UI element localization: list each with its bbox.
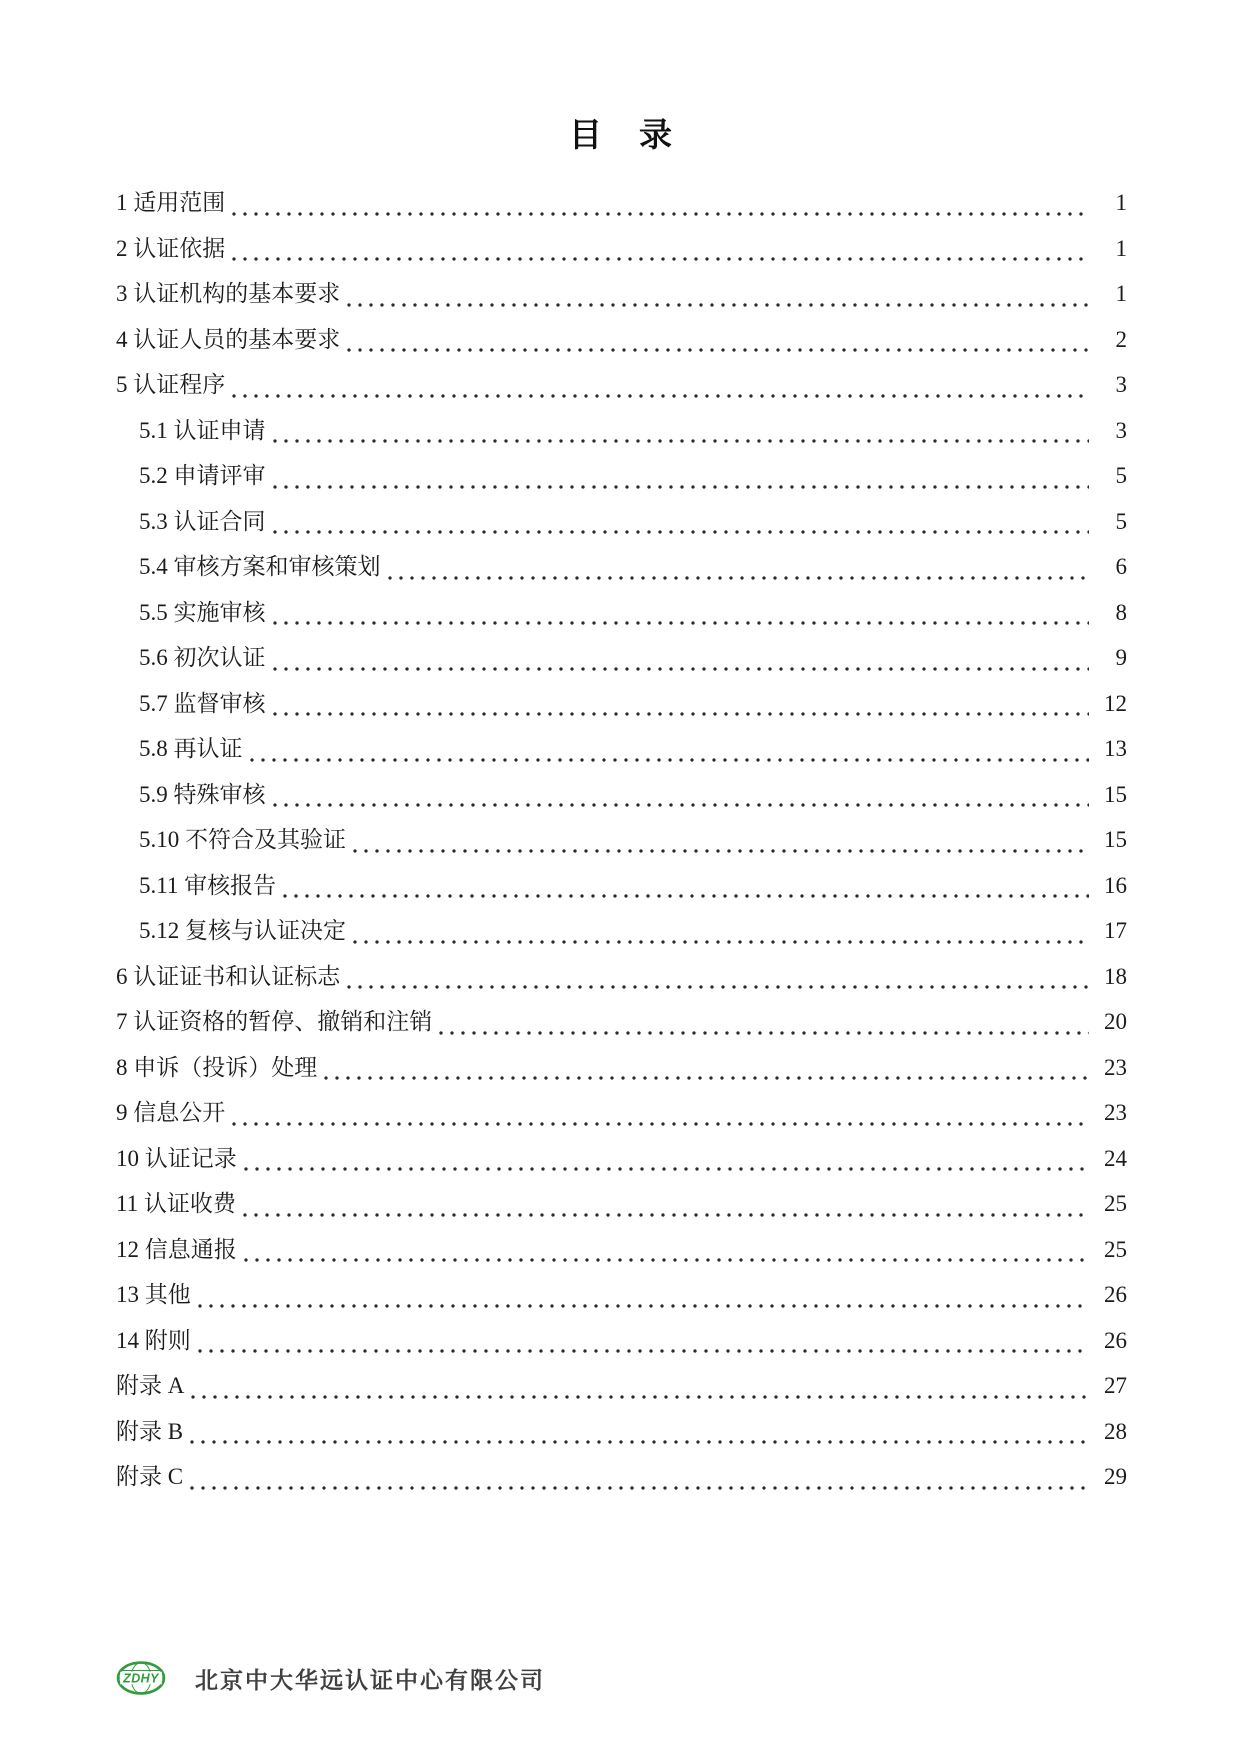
toc-entry[interactable]	[116, 408, 1127, 454]
toc-entry-label: 5.6 初次认证	[139, 645, 266, 670]
toc-entry[interactable]	[116, 544, 1127, 590]
toc-entry-page: 23	[1104, 1054, 1127, 1080]
toc-entry[interactable]	[116, 1136, 1127, 1182]
toc-entry[interactable]	[116, 1272, 1127, 1318]
toc-entry-label: 附录 A	[116, 1373, 185, 1398]
toc-entry-label: 5 认证程序	[116, 372, 226, 397]
toc-entry-label: 7 认证资格的暂停、撤销和注销	[116, 1009, 433, 1034]
table-of-contents	[116, 180, 1127, 1500]
toc-entry[interactable]	[116, 271, 1127, 317]
toc-entry-label: 5.11 审核报告	[139, 872, 277, 898]
toc-dot-leader	[244, 1249, 1089, 1263]
toc-entry-page: 5	[1115, 508, 1127, 534]
toc-entry-page: 16	[1104, 872, 1127, 898]
toc-entry[interactable]	[116, 1318, 1127, 1364]
company-name: 北京中大华远认证中心有限公司	[195, 1666, 545, 1693]
toc-dot-leader	[198, 1295, 1089, 1309]
toc-entry-page: 5	[1115, 463, 1127, 488]
toc-dot-leader	[198, 1340, 1089, 1354]
toc-entry[interactable]	[116, 681, 1127, 727]
toc-entry-page: 29	[1104, 1464, 1127, 1489]
toc-dot-leader	[190, 1431, 1089, 1445]
toc-entry[interactable]	[116, 1454, 1127, 1500]
toc-entry-label: 8 申诉（投诉）处理	[116, 1054, 318, 1080]
toc-dot-leader	[232, 203, 1089, 217]
toc-entry-page: 8	[1115, 599, 1127, 625]
toc-dot-leader	[232, 1113, 1089, 1127]
toc-entry-page: 13	[1104, 736, 1127, 761]
toc-entry[interactable]	[116, 453, 1127, 499]
toc-entry[interactable]	[116, 999, 1127, 1045]
toc-entry-label: 4 认证人员的基本要求	[116, 326, 341, 352]
toc-dot-leader	[347, 339, 1089, 353]
toc-entry-page: 17	[1104, 918, 1127, 943]
toc-dot-leader	[388, 567, 1090, 581]
toc-entry-label: 2 认证依据	[116, 235, 226, 261]
toc-entry[interactable]	[116, 1181, 1127, 1227]
toc-dot-leader	[273, 658, 1090, 672]
toc-dot-leader	[347, 976, 1089, 990]
toc-dot-leader	[439, 1022, 1089, 1036]
toc-entry-label: 附录 C	[116, 1464, 184, 1489]
toc-entry-label: 11 认证收费	[116, 1191, 236, 1216]
toc-entry-label: 5.2 申请评审	[139, 463, 266, 488]
toc-entry[interactable]	[116, 635, 1127, 681]
toc-entry[interactable]	[116, 1090, 1127, 1136]
toc-entry-page: 3	[1115, 372, 1127, 397]
toc-entry-page: 15	[1104, 827, 1127, 852]
toc-entry-label: 5.1 认证申请	[139, 417, 266, 443]
toc-dot-leader	[273, 612, 1090, 626]
toc-entry-label: 10 认证记录	[116, 1145, 237, 1171]
toc-entry[interactable]	[116, 1409, 1127, 1455]
toc-entry-label: 5.7 监督审核	[139, 690, 266, 716]
toc-entry[interactable]	[116, 362, 1127, 408]
toc-dot-leader	[324, 1067, 1089, 1081]
toc-entry[interactable]	[116, 226, 1127, 272]
toc-entry[interactable]	[116, 499, 1127, 545]
toc-dot-leader	[273, 703, 1090, 717]
toc-entry-label: 5.3 认证合同	[139, 508, 266, 534]
toc-entry-page: 24	[1104, 1145, 1127, 1171]
toc-dot-leader	[273, 794, 1090, 808]
toc-entry-page: 25	[1104, 1236, 1127, 1262]
toc-entry[interactable]	[116, 863, 1127, 909]
toc-entry-label: 12 信息通报	[116, 1236, 237, 1262]
toc-entry-page: 3	[1115, 417, 1127, 443]
toc-dot-leader	[353, 931, 1089, 945]
toc-dot-leader	[353, 840, 1089, 854]
toc-entry-label: 1 适用范围	[116, 190, 226, 215]
toc-entry-label: 13 其他	[116, 1282, 191, 1307]
toc-entry[interactable]	[116, 317, 1127, 363]
toc-entry-page: 20	[1104, 1009, 1127, 1034]
toc-entry[interactable]	[116, 1045, 1127, 1091]
toc-entry[interactable]	[116, 1363, 1127, 1409]
toc-entry-label: 5.5 实施审核	[139, 599, 266, 625]
toc-dot-leader	[232, 385, 1089, 399]
toc-dot-leader	[250, 749, 1090, 763]
toc-dot-leader	[244, 1158, 1089, 1172]
toc-entry[interactable]	[116, 817, 1127, 863]
toc-entry-label: 3 认证机构的基本要求	[116, 281, 341, 306]
toc-entry-page: 28	[1104, 1418, 1127, 1444]
toc-entry[interactable]	[116, 1227, 1127, 1273]
toc-entry[interactable]	[116, 772, 1127, 818]
toc-entry-page: 15	[1104, 781, 1127, 807]
toc-entry[interactable]	[116, 908, 1127, 954]
toc-entry-page: 27	[1104, 1373, 1127, 1398]
toc-entry-label: 附录 B	[116, 1418, 184, 1444]
toc-entry-page: 1	[1115, 235, 1127, 261]
toc-dot-leader	[283, 885, 1089, 899]
toc-entry-page: 23	[1104, 1100, 1127, 1125]
toc-entry-label: 9 信息公开	[116, 1100, 226, 1125]
logo-text: ZDHY	[123, 1671, 159, 1686]
toc-entry-page: 1	[1115, 190, 1127, 215]
toc-entry-label: 14 附则	[116, 1327, 191, 1353]
toc-entry[interactable]	[116, 590, 1127, 636]
toc-entry-label: 5.9 特殊审核	[139, 781, 266, 807]
toc-entry-page: 2	[1115, 326, 1127, 352]
toc-dot-leader	[243, 1204, 1089, 1218]
footer	[116, 1660, 545, 1696]
toc-dot-leader	[273, 476, 1090, 490]
toc-dot-leader	[190, 1477, 1089, 1491]
toc-dot-leader	[273, 430, 1090, 444]
toc-dot-leader	[347, 294, 1089, 308]
toc-dot-leader	[191, 1386, 1089, 1400]
toc-entry-page: 26	[1104, 1327, 1127, 1353]
company-logo-icon	[116, 1660, 166, 1696]
toc-entry[interactable]	[116, 726, 1127, 772]
page-title: 目 录	[569, 118, 674, 154]
toc-entry-label: 5.8 再认证	[139, 736, 243, 761]
toc-entry-label: 6 认证证书和认证标志	[116, 963, 341, 989]
toc-entry-label: 5.12 复核与认证决定	[139, 918, 346, 943]
toc-dot-leader	[232, 248, 1089, 262]
toc-entry-page: 6	[1115, 554, 1127, 579]
toc-entry-page: 25	[1104, 1191, 1127, 1216]
toc-entry-page: 26	[1104, 1282, 1127, 1307]
toc-entry[interactable]	[116, 180, 1127, 226]
toc-entry-page: 18	[1104, 963, 1127, 989]
toc-entry-label: 5.4 审核方案和审核策划	[139, 554, 381, 579]
toc-entry-page: 1	[1115, 281, 1127, 306]
toc-entry-label: 5.10 不符合及其验证	[139, 827, 346, 852]
toc-entry[interactable]	[116, 954, 1127, 1000]
toc-entry-page: 9	[1115, 645, 1127, 670]
toc-entry-page: 12	[1104, 690, 1127, 716]
toc-dot-leader	[273, 521, 1090, 535]
